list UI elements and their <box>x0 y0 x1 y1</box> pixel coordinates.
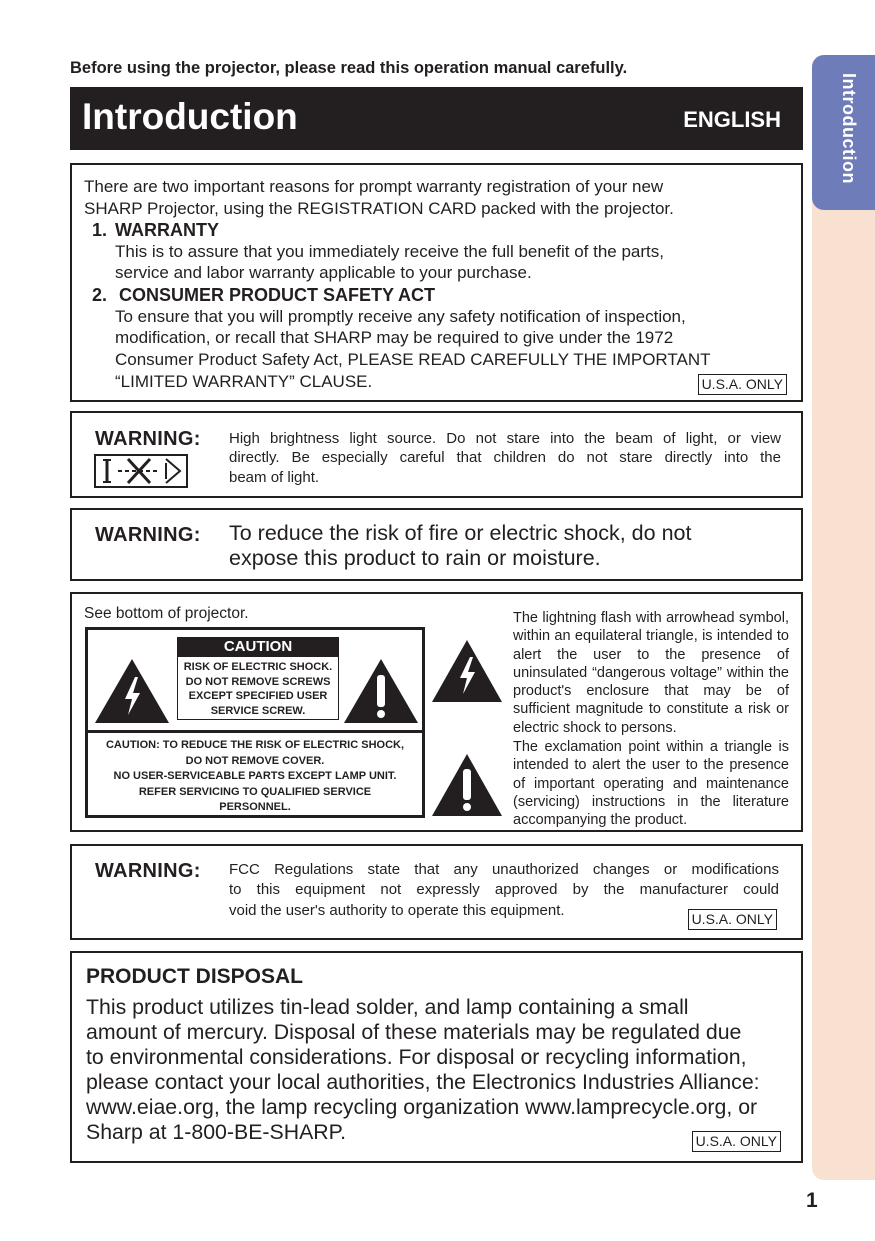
disposal-line: amount of mercury. Disposal of these materials may be regulated due <box>86 1020 742 1044</box>
item-heading-warranty: WARRANTY <box>115 220 219 240</box>
side-tab-background <box>812 55 875 1180</box>
exclamation-warning-icon <box>342 657 420 725</box>
see-bottom-note: See bottom of projector. <box>84 605 249 622</box>
page-number: 1 <box>806 1189 818 1212</box>
warning-text-line: to this equipment not expressly approved by the manufacturer could <box>229 881 779 898</box>
disposal-title: PRODUCT DISPOSAL <box>86 965 304 988</box>
caution-line: SERVICE SCREW. <box>210 704 306 717</box>
region-tag: U.S.A. ONLY <box>692 1131 781 1152</box>
registration-box <box>70 163 803 402</box>
caution-bottom-line: PERSONNEL. <box>219 801 291 813</box>
no-staring-into-beam-icon <box>94 453 188 489</box>
item-text-line: This is to assure that you immediately receive the full benefit of the parts, <box>115 242 664 261</box>
product-disposal-box <box>70 951 803 1163</box>
caution-bottom-line: DO NOT REMOVE COVER. <box>185 754 325 767</box>
exclamation-symbol-icon <box>430 752 504 818</box>
caution-line: DO NOT REMOVE SCREWS <box>185 675 331 688</box>
warning-label: WARNING: <box>95 524 201 546</box>
disposal-line: to environmental considerations. For disposal or recycling information, <box>86 1045 747 1069</box>
caution-bottom-line: CAUTION: TO REDUCE THE RISK OF ELECTRIC SHOCK, <box>105 739 405 751</box>
caution-label <box>85 627 425 818</box>
item-text-line: modification, or recall that SHARP may be required to give under the 1972 <box>115 328 674 347</box>
caution-line: EXCEPT SPECIFIED USER <box>188 690 328 702</box>
warning-text-line: High brightness light source. Do not stare into the beam of light, or view <box>229 430 781 447</box>
warning-text-line: expose this product to rain or moisture. <box>229 546 601 570</box>
language-label: ENGLISH <box>683 107 781 132</box>
warning-text-line: FCC Regulations state that any unauthorized changes or modifications <box>229 861 779 878</box>
caution-header: CAUTION <box>177 637 339 656</box>
region-tag: U.S.A. ONLY <box>698 374 787 395</box>
lightning-symbol-icon <box>430 638 504 704</box>
lightning-explanation: The lightning flash with arrowhead symbol, within an equilateral triangle, is intended to alert the user to the presence of uninsulated “dangerous voltage” within the product's enclosure that may be of sufficient magnitude to constitute a risk or electric shock to persons. <box>513 610 789 736</box>
caution-bottom-line: REFER SERVICING TO QUALIFIED SERVICE <box>138 785 372 798</box>
item-heading-safety-act: CONSUMER PRODUCT SAFETY ACT <box>119 285 436 305</box>
warning-text-line: beam of light. <box>229 469 320 486</box>
disposal-line: please contact your local authorities, the Electronics Industries Alliance: <box>86 1070 760 1094</box>
disposal-line: This product utilizes tin-lead solder, and lamp containing a small <box>86 995 689 1019</box>
registration-intro-line: SHARP Projector, using the REGISTRATION CARD packed with the projector. <box>84 199 674 218</box>
warning-label: WARNING: <box>95 428 201 450</box>
page-title: Introduction <box>82 96 298 137</box>
top-note: Before using the projector, please read this operation manual carefully. <box>70 59 628 77</box>
caution-divider <box>88 730 422 733</box>
warning-text-line: directly. Be especially careful that children do not stare directly into the <box>229 449 781 466</box>
region-tag: U.S.A. ONLY <box>688 909 777 930</box>
caution-symbols-box <box>70 592 803 832</box>
lightning-warning-icon <box>93 657 171 725</box>
item-text-line: To ensure that you will promptly receive any safety notification of inspection, <box>115 307 686 326</box>
disposal-body <box>86 995 796 1145</box>
item-number: 2. <box>92 285 108 305</box>
warning-text-line: To reduce the risk of fire or electric shock, do not <box>229 521 692 545</box>
disposal-line: www.eiae.org, the lamp recycling organization www.lamprecycle.org, or <box>86 1095 758 1119</box>
registration-intro-line: There are two important reasons for prompt warranty registration of your new <box>84 177 664 196</box>
item-text-line: Consumer Product Safety Act, PLEASE READ CAREFULLY THE IMPORTANT <box>115 350 711 369</box>
warning-text-line: void the user's authority to operate this equipment. <box>229 902 565 919</box>
section-tab-label: Introduction <box>839 73 859 184</box>
caution-bottom-line: NO USER-SERVICEABLE PARTS EXCEPT LAMP UNIT. <box>113 770 397 782</box>
title-bar <box>70 87 803 150</box>
fire-warning-box <box>70 508 803 581</box>
disposal-line: Sharp at 1-800-BE-SHARP. <box>86 1120 347 1144</box>
caution-bottom-text <box>88 738 422 816</box>
exclamation-explanation: The exclamation point within a triangle is intended to alert the user to the presence of important operating and maintenance (servicing) instructions in the literature accompanying the product. <box>513 739 789 829</box>
caution-inner-box <box>177 656 339 720</box>
caution-line: RISK OF ELECTRIC SHOCK. <box>183 661 333 673</box>
item-number: 1. <box>92 220 108 240</box>
fcc-warning-box <box>70 844 803 940</box>
item-text-line: “LIMITED WARRANTY” CLAUSE. <box>115 372 373 391</box>
item-text-line: service and labor warranty applicable to your purchase. <box>115 263 532 282</box>
light-warning-box <box>70 411 803 498</box>
warning-label: WARNING: <box>95 860 201 882</box>
